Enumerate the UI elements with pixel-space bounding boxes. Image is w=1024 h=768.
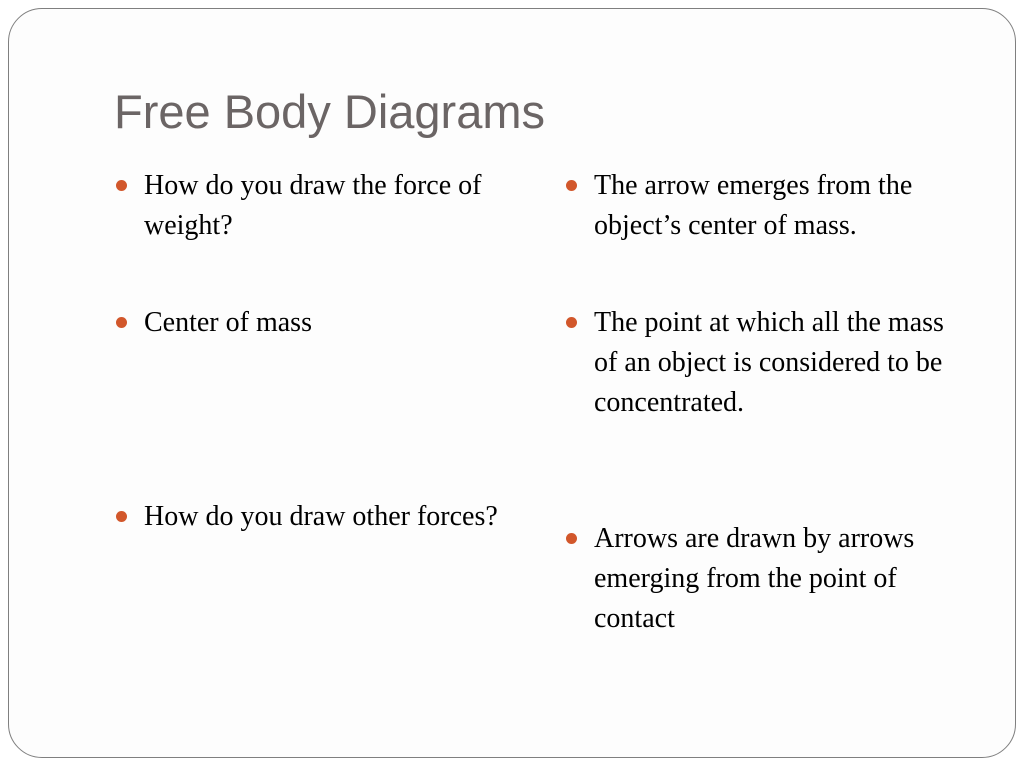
bullet-text: How do you draw the force of weight? <box>144 170 482 241</box>
bullet-text: Center of mass <box>144 307 312 338</box>
left-bullet-2 <box>114 303 534 343</box>
bullet-dot-icon <box>116 317 127 328</box>
bullet-dot-icon <box>566 533 577 544</box>
bullet-text: How do you draw other forces? <box>144 501 498 532</box>
right-bullet-2 <box>564 303 974 423</box>
left-bullet-1 <box>114 166 534 246</box>
bullet-text: The arrow emerges from the object’s center of mass. <box>594 170 913 241</box>
bullet-text: The point at which all the mass of an object is considered to be concentrated. <box>594 307 944 418</box>
bullet-dot-icon <box>116 511 127 522</box>
bullet-dot-icon <box>566 317 577 328</box>
bullet-dot-icon <box>566 180 577 191</box>
left-bullet-3 <box>114 497 534 537</box>
right-bullet-1 <box>564 166 974 246</box>
bullet-dot-icon <box>116 180 127 191</box>
bullet-text: Arrows are drawn by arrows emerging from the point of contact <box>594 523 915 634</box>
slide-title: Free Body Diagrams <box>114 85 545 138</box>
right-bullet-3 <box>564 519 974 639</box>
